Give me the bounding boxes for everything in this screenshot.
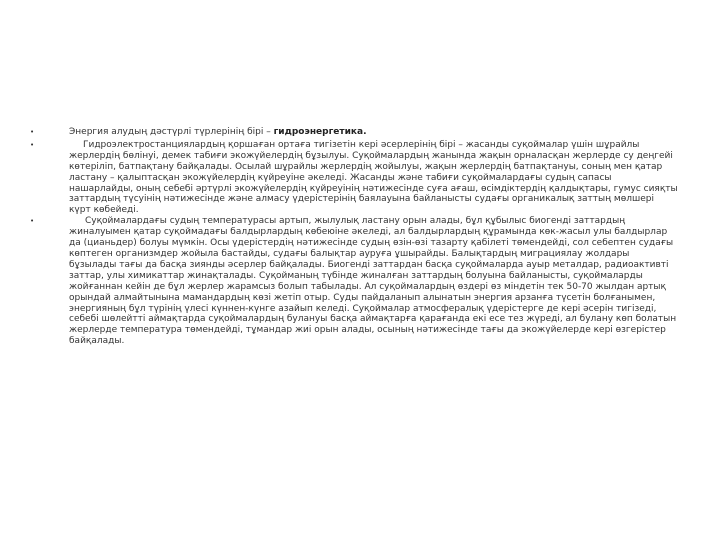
bullet-lead-bold: гидроэнергетика.: [273, 127, 367, 137]
bullet-item-hydropower: [30, 127, 678, 138]
bullet-item-water-temperature: [30, 216, 678, 347]
bullet-paragraph: Суқоймалардағы судың температурасы артып, жылулық ластану орын алады, бұл құбылыс биогенді заттардың жиналуымен қатар суқоймадағы балдырлардың көбеюіне әкеледі, ал балдырлардың құрамында көк-жасыл улы балдырлар да (цианьдер) болуы мүмкін. Осы үдерістердің нәтижесінде судың өзін-өзі тазарту қабілеті төмендейді, сол себептен судағы көптеген организмдер жойыла бастайды, судағы балықтар ауруға ұшырайды. Балықтардың миграциялау жолдары бұзылады тағы да басқа зиянды әсерлер байқалады. Биогенді заттардан басқа суқоймаларда ауыр металдар, радиоактивті заттар, улы химикаттар жинақталады. Суқойманың түбінде жиналған заттардың болуына байланысты, суқоймаларды жойғаннан кейін де бұл жерлер жарамсыз болып табылады. Ал суқоймалардың өздері өз міндетін тек 50-70 жылдан артық орындай алмайтынына мамандардың көзі жетіп отыр. Суды пайдаланып алынатын энергия арзанға түсетін болғанымен, энергияның бұл түрінің үлесі күннен-күнге азайып келеді. Суқоймалар атмосфералық үдерістерге де кері әсерін тигізеді, себебі шөлейтті аймақтарда суқоймалардың булануы басқа аймақтарға қарағанда екі есе тез жүреді, ал булану көп болатын жерлерде температура төмендейді, тұмандар жиі орын алады, осының нәтижесінде тағы да экожүйелерде кері өзгерістер байқалады.: [69, 216, 677, 347]
bullet-lead-text: Энергия алудың дәстүрлі түрлерінің бірі –: [69, 127, 274, 137]
bullet-mark: •: [30, 140, 35, 149]
bullet-mark: •: [30, 217, 35, 226]
bullet-mark: •: [30, 128, 35, 136]
bullet-paragraph: Гидроэлектростанциялардың қоршаған ортаға тигізетін кері әсерлерінің бірі – жасанды суқоймалар үшін шұрайлы жерлердің бөлінуі, демек табиғи экожүйелердің бұзылуы. Суқоймалардың жанында жақын орналасқан жерлерде су деңгейі көтеріліп, батпақтану байқалады. Осылай шұрайлы жерлердің жойылуы, жақын жерлердің батпақтануы, соның мен қатар ластану – қалыптасқан экожүйелердің күйреуіне әкеледі. Жасанды және табиғи суқоймалардағы судың сапасы нашарлайды, оның себебі әртүрлі экожүйелердің күйреуінің нәтижесінде суға ағаш, өсімдіктердің қалдықтары, гумус сияқты заттардың түсуінің нәтижесінде және алмасу үдерістерінің баялауына байланысты судағы органикалық заттың мөлшері күрт көбейеді.: [69, 139, 678, 216]
bullet-list: [30, 127, 678, 347]
bullet-item-reservoir-impact: [30, 140, 678, 216]
